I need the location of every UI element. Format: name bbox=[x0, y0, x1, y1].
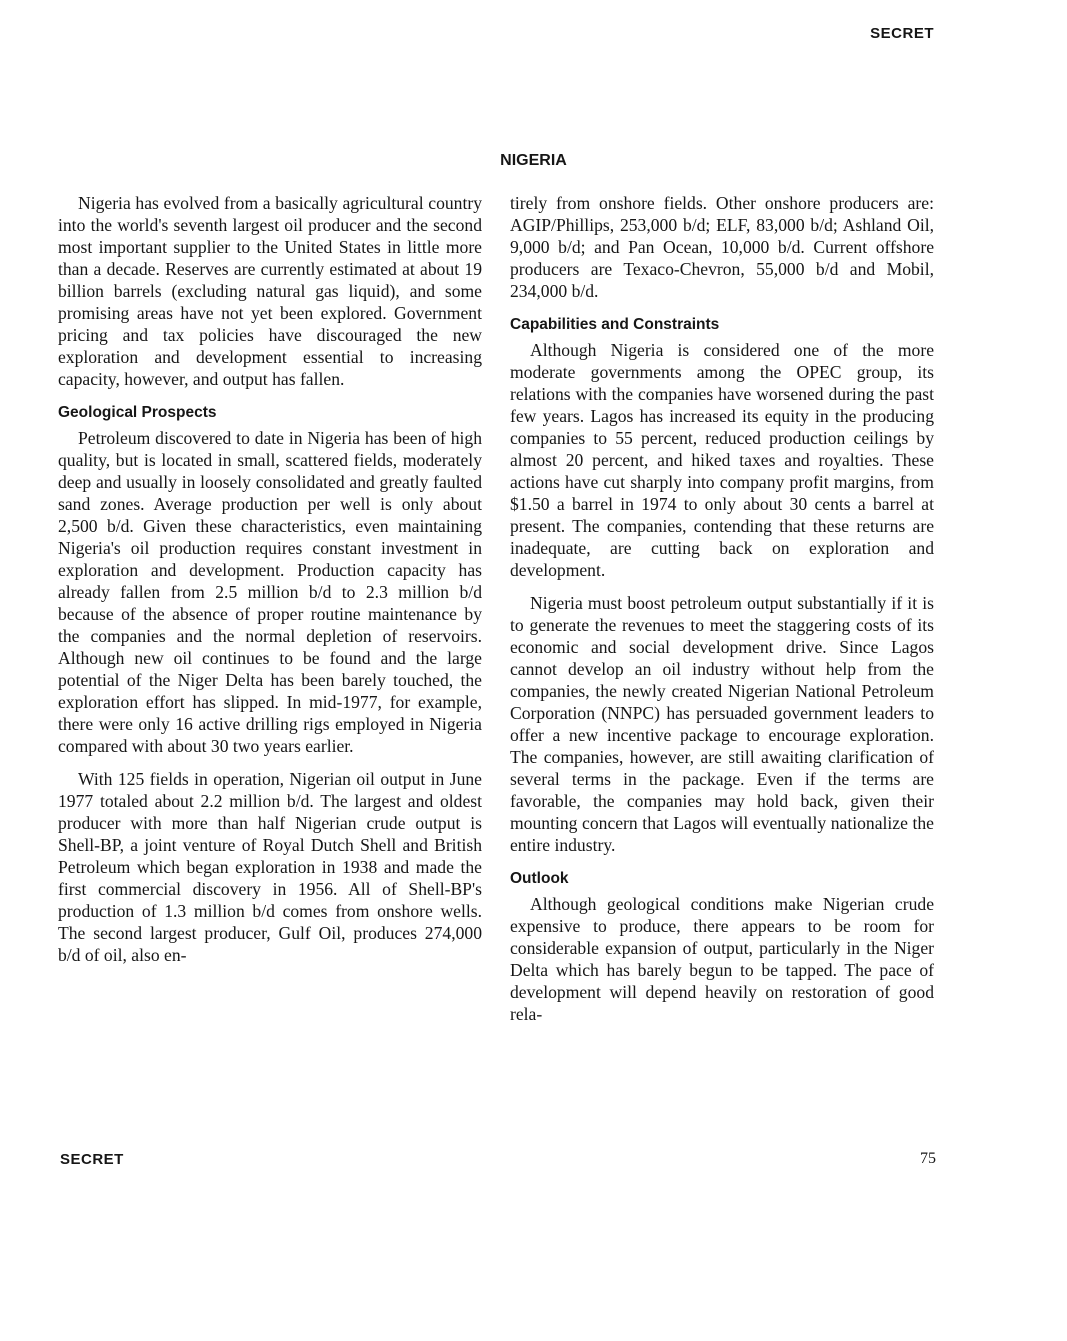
section-heading-outlook: Outlook bbox=[510, 870, 569, 887]
capabilities-paragraph-2: Nigeria must boost petroleum output substantially if it is to generate the revenues to meet the staggering costs of its economic and social development drive. Since Lagos cannot develop an oil industry without help from the companies, the newly created Nigerian National Petroleum Corporation (NNPC) has persuaded government leaders to offer a new incentive package to encourage exploration. The companies, however, are still awaiting clarification of several terms in the package. Even if the terms are favorable, the companies may hold back, given their mounting concern that Lagos will eventually nationalize the entire industry. bbox=[510, 593, 934, 855]
outlook-paragraph-1: Although geological conditions make Nigerian crude expensive to produce, there appears to be room for considerable expansion of output, particularly in the Niger Delta which has barely begun to be tapped. The pace of development will depend heavily on restoration of good rela- bbox=[510, 894, 934, 1024]
top-classification-marking: SECRET bbox=[870, 25, 934, 42]
intro-paragraph: Nigeria has evolved from a basically agricultural country into the world's seventh largest oil producer and the second most important supplier to the United States in little more than a decade. Reserves are currently estimated at about 19 billion barrels (excluding natural gas liquid), and some promising areas have not yet been explored. Government pricing and tax policies have discouraged the new exploration and development essential to increasing capacity, however, and output has fallen. bbox=[58, 193, 482, 389]
capabilities-paragraph-1: Although Nigeria is considered one of the more moderate governments among the OPEC group, its relations with the companies have worsened during the past few years. Lagos has increased its equity in the producing companies to 55 percent, reduced production ceilings by almost 20 percent, and hiked taxes and royalties. These actions have cut sharply into company profit margins, from $1.50 a barrel in 1974 to only about 30 cents a barrel at present. The companies, contending that these returns are inadequate, are cutting back on exploration and development. bbox=[510, 340, 934, 580]
bottom-classification-marking: SECRET bbox=[60, 1151, 124, 1168]
geological-paragraph-2: With 125 fields in operation, Nigerian oil output in June 1977 totaled about 2.2 million b/d. The largest and oldest producer with more than half Nigerian crude output is Shell-BP, a joint venture of Royal Dutch Shell and British Petroleum which began exploration in 1938 and made the first commercial discovery in 1956. All of Shell-BP's production of 1.3 million b/d comes from onshore wells. The second largest producer, Gulf Oil, produces 274,000 b/d of oil, also en- bbox=[58, 769, 482, 965]
left-column bbox=[58, 192, 482, 966]
section-heading-capabilities: Capabilities and Constraints bbox=[510, 316, 720, 333]
section-heading-geological: Geological Prospects bbox=[58, 404, 217, 421]
geological-paragraph-1: Petroleum discovered to date in Nigeria has been of high quality, but is located in small, scattered fields, moderately deep and usually in loosely consolidated and greatly faulted sand zones. Average production per well is only about 2,500 b/d. Given these characteristics, even maintaining Nigeria's oil production requires constant investment in exploration and development. Production capacity has already fallen from 2.5 million b/d to 2.3 million b/d because of the absence of proper routine maintenance by the companies and the normal depletion of reservoirs. Although new oil continues to be found and the large potential of the Niger Delta has been barely touched, the exploration effort has slipped. In mid-1977, for example, there were only 16 active drilling rigs employed in Nigeria compared with about 30 two years earlier. bbox=[58, 428, 482, 756]
right-column bbox=[510, 192, 934, 1025]
page-number: 75 bbox=[920, 1150, 936, 1167]
geological-paragraph-2-continued: tirely from onshore fields. Other onshore producers are: AGIP/Phillips, 253,000 b/d; ELF, 83,000 b/d; Ashland Oil, 9,000 b/d; and Pan Ocean, 10,000 b/d. Current offshore producers are Texaco-Chevron, 55,000 b/d and Mobil, 234,000 b/d. bbox=[510, 193, 934, 301]
page-title: NIGERIA bbox=[500, 152, 567, 169]
